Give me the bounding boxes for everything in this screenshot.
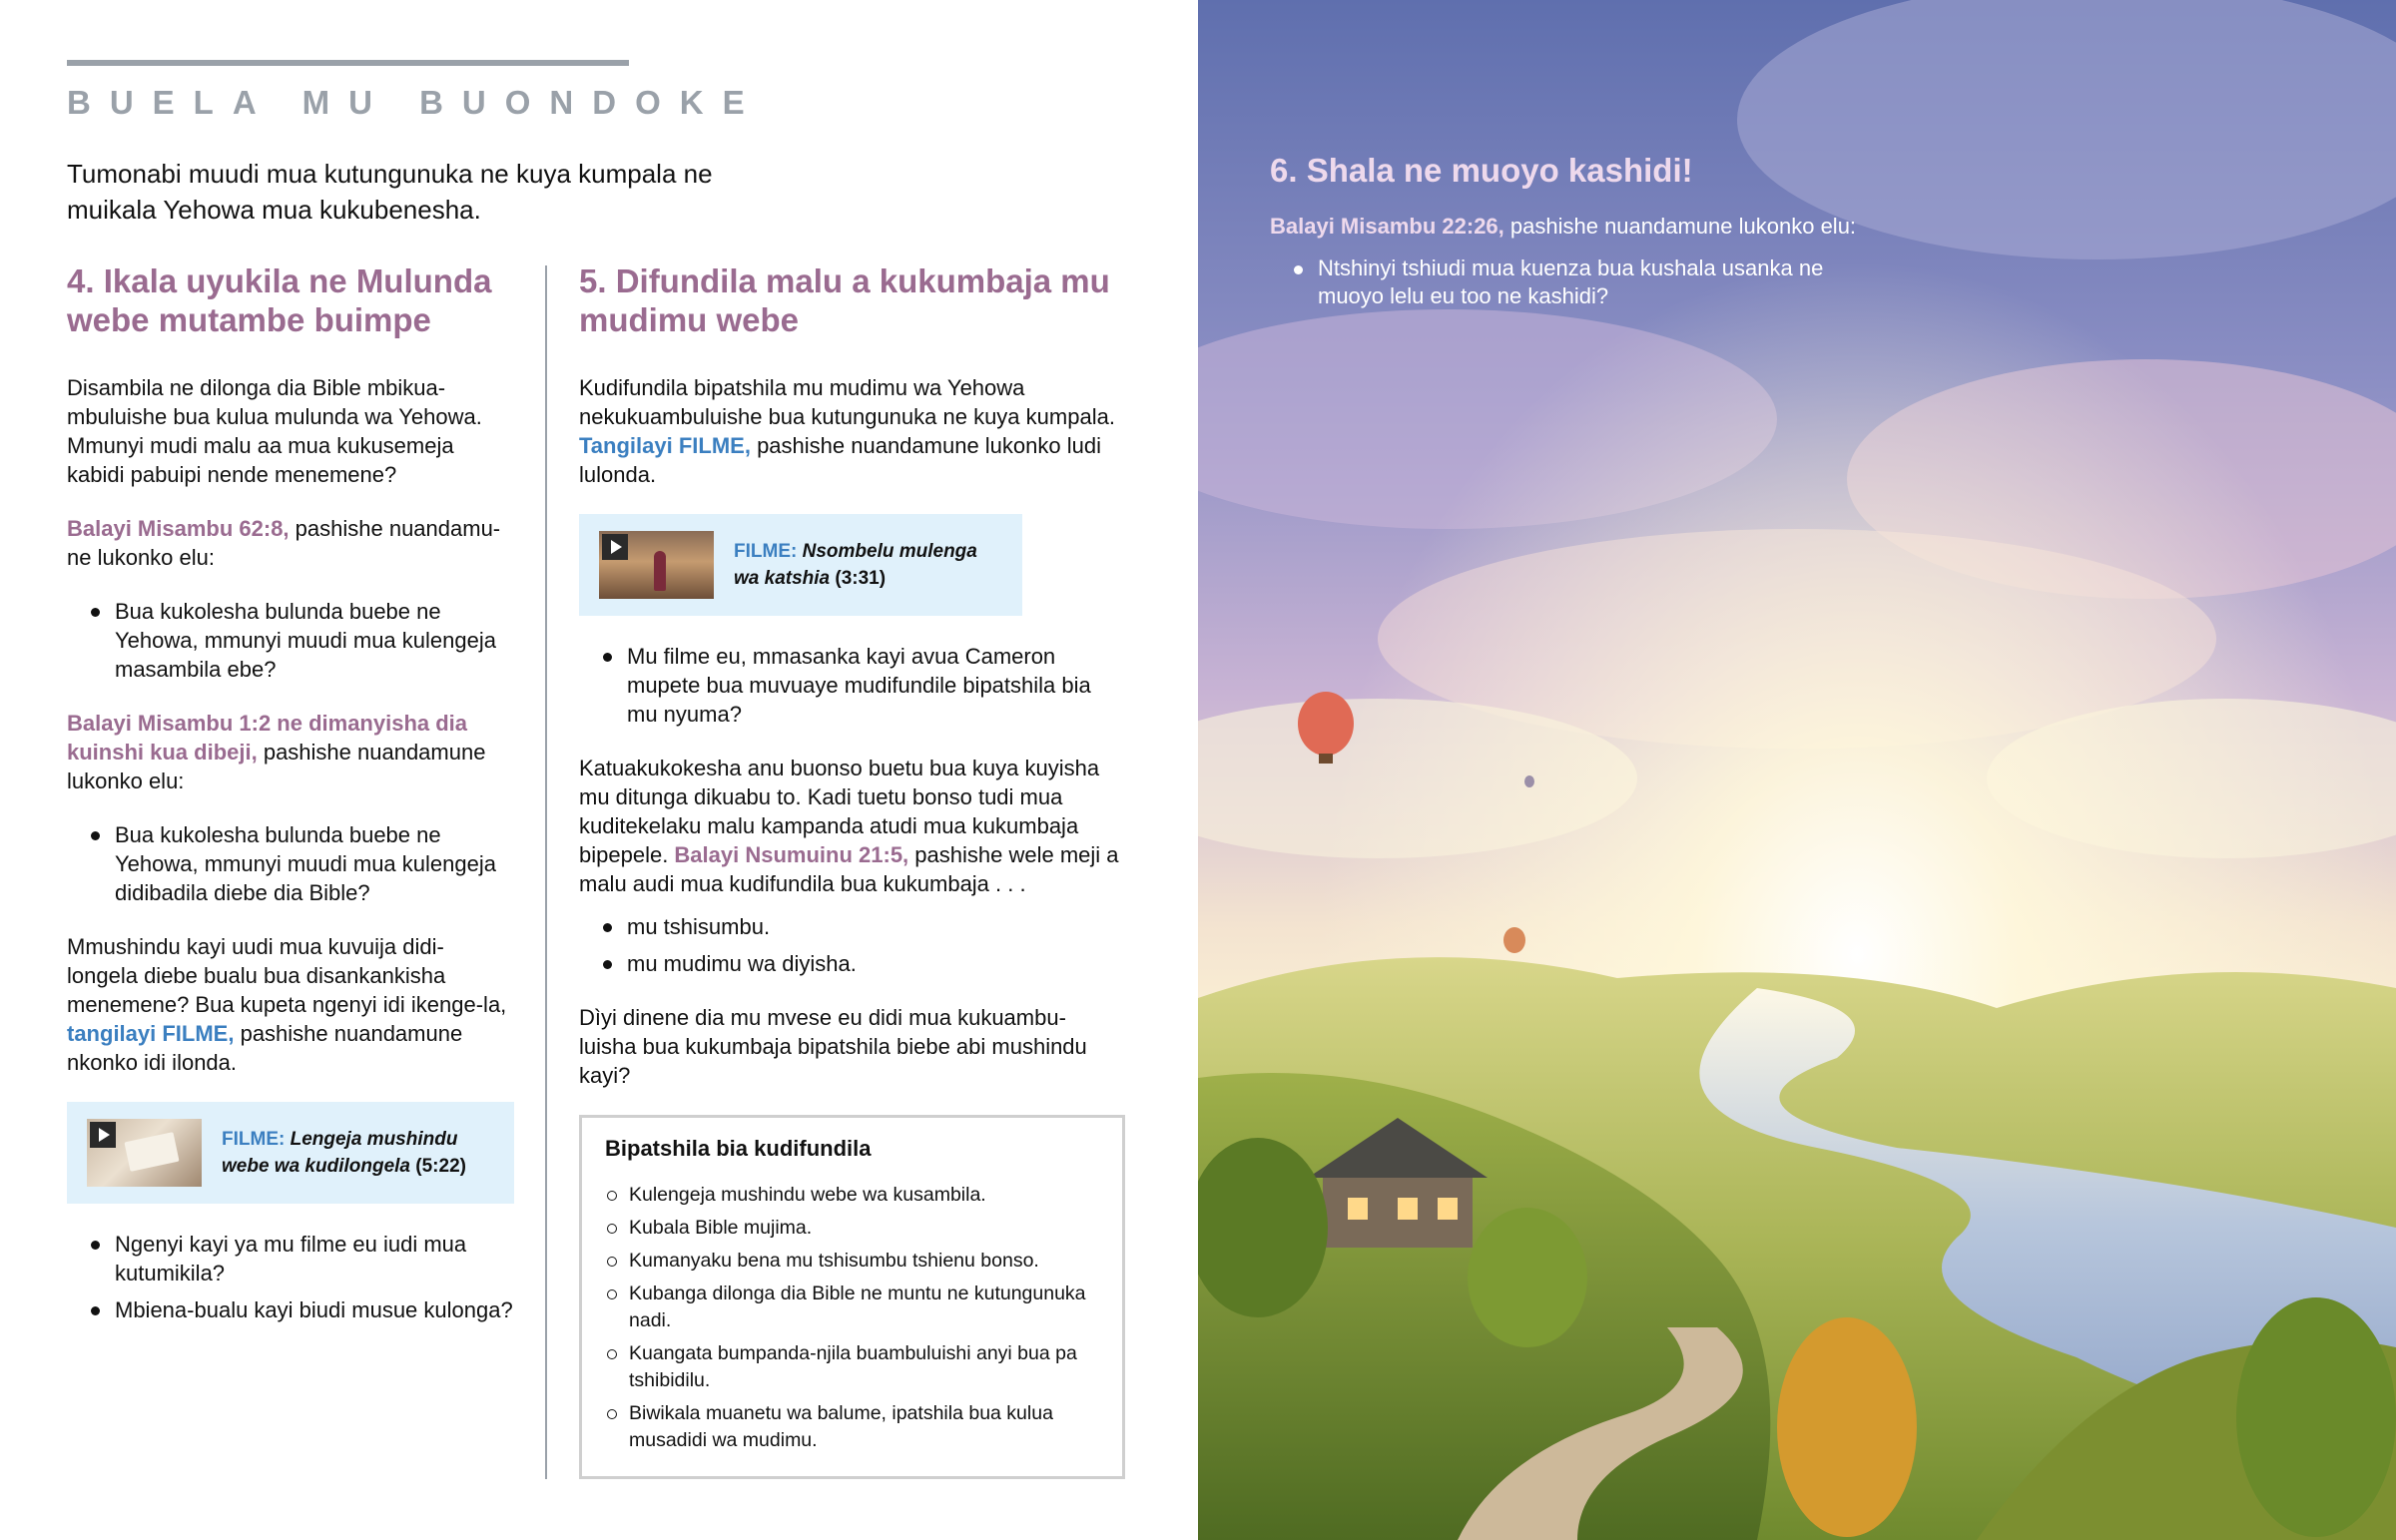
section-6-title: 6. Shala ne muoyo kashidi! <box>1270 152 1693 189</box>
page-intro: Tumonabi muudi mua kutungunuka ne kuya kumpala ne muikala Yehowa mua kukubenesha. <box>67 159 713 225</box>
list-item: Kumanyaku bena mu tshisumbu tshienu bonso. <box>605 1248 1100 1275</box>
section-5-title: 5. Difundila malu a kukumbaja mu mudimu webe <box>579 262 1110 338</box>
video-title: Nsombelu mulenga wa katshia <box>734 541 977 589</box>
right-page-illustration <box>1198 0 2396 1540</box>
reference-2-text: pashishe nuandamune lukonko elu: <box>67 740 486 793</box>
video-thumbnail[interactable] <box>599 531 714 599</box>
section-4-questions-3 <box>91 1230 514 1324</box>
section-5-paragraph-3: Dìyi dinene dia mu mvese eu didi mua kukuambu-luisha bua kukumbaja bipatshila biebe abi mushindu kayi? <box>579 1005 1087 1088</box>
list-item: Kubanga dilonga dia Bible ne muntu ne kutungunuka nadi. <box>605 1281 1100 1334</box>
goals-box <box>579 1115 1125 1479</box>
column-divider <box>545 265 547 1479</box>
goals-box-title: Bipatshila bia kudifundila <box>605 1136 872 1161</box>
list-item: Mu filme eu, mmasanka kayi avua Cameron mupete bua muvuaye mudifundile bipatshila bia mu nyuma? <box>603 642 1123 729</box>
paragraph-2-rest: pashishe nuandamune nkonko idi ilonda. <box>67 1021 463 1075</box>
section-5-goals-list <box>603 912 1123 978</box>
section-4-title: 4. Ikala uyukila ne Mulunda webe mutambe buimpe <box>67 262 492 338</box>
section-5-question-1 <box>603 642 1123 729</box>
scripture-link-psalm-62-8[interactable]: Balayi Misambu 62:8, <box>67 516 290 541</box>
goals-box-list <box>605 1182 1100 1454</box>
section-4 <box>67 261 514 1349</box>
watch-video-link[interactable]: tangilayi FILME, <box>67 1021 235 1046</box>
video-caption <box>734 538 1002 592</box>
paragraph-1-rest: pashishe nuandamune lukonko ludi lulonda. <box>579 433 1101 487</box>
list-item: Mbiena-bualu kayi biudi musue kulonga? <box>91 1295 514 1324</box>
scripture-link-psalm-1-2[interactable]: Balayi Misambu 1:2 ne dimanyisha dia kuinshi kua dibeji, <box>67 711 468 765</box>
video-title: Lengeja mushindu webe wa kudilongela <box>222 1129 458 1177</box>
video-thumbnail[interactable] <box>87 1119 202 1187</box>
video-card-study[interactable] <box>67 1102 514 1204</box>
top-rule <box>67 60 629 66</box>
reference-text: pashishe nuandamune lukonko elu: <box>1503 214 1857 239</box>
scripture-link-psalm-22-26[interactable]: Balayi Misambu 22:26, <box>1270 214 1504 239</box>
video-label: FILME: <box>222 1129 286 1150</box>
section-4-reference-1 <box>67 514 514 572</box>
list-item: mu mudimu wa diyisha. <box>603 949 1123 978</box>
video-label: FILME: <box>734 541 798 562</box>
section-4-reference-2 <box>67 709 514 795</box>
reference-1-text: pashishe nuandamu-ne lukonko elu: <box>67 516 501 570</box>
paragraph-1-text: Kudifundila bipatshila mu mudimu wa Yehowa nekukuambuluishe bua kutungunuka ne kuya kumpala. <box>579 375 1115 429</box>
video-duration: (5:22) <box>415 1156 466 1177</box>
list-item: Ntshinyi tshiudi mua kuenza bua kushala usanka ne muoyo lelu eu too ne kashidi? <box>1294 255 1853 310</box>
paragraph-2-text: Mmushindu kayi uudi mua kuvuija didi-longela diebe bualu bua disankankisha menemene? Bua kupeta ngenyi idi ikenge-la, <box>67 934 507 1017</box>
video-duration: (3:31) <box>835 568 887 589</box>
paragraph-2-rest: pashishe wele meji a malu audi mua kudifundila bua kukumbaja . . . <box>579 842 1119 896</box>
list-item: Ngenyi kayi ya mu filme eu iudi mua kutumikila? <box>91 1230 514 1287</box>
list-item: Kulengeja mushindu webe wa kusambila. <box>605 1182 1100 1209</box>
list-item: Bua kukolesha bulunda buebe ne Yehowa, mmunyi muudi mua kulengeja didibadila diebe dia Bible? <box>91 820 514 907</box>
paragraph-2-text: Katuakukokesha anu buonso buetu bua kuya kuyisha mu ditunga dikuabu to. Kadi tuetu bonso tudi mua kuditekelaku malu kampanda atudi mua kukumbaja bipepele. <box>579 756 1100 867</box>
scripture-link-proverbs-21-5[interactable]: Balayi Nsumuinu 21:5, <box>674 842 909 867</box>
list-item: Biwikala muanetu wa balume, ipatshila bua kulua musadidi wa mudimu. <box>605 1400 1100 1454</box>
list-item: Bua kukolesha bulunda buebe ne Yehowa, mmunyi muudi mua kulengeja masambila ebe? <box>91 597 514 684</box>
section-4-question-1 <box>91 597 514 684</box>
play-icon[interactable] <box>602 534 628 560</box>
section-6-reference <box>1270 212 1969 241</box>
section-5 <box>579 261 1123 1479</box>
page-kicker: BUELA MU BUONDOKE <box>67 84 764 121</box>
video-caption <box>222 1126 494 1180</box>
list-item: mu tshisumbu. <box>603 912 1123 941</box>
video-card-life[interactable] <box>579 514 1022 616</box>
section-4-paragraph-2 <box>67 932 514 1077</box>
list-item: Kuangata bumpanda-njila buambuluishi anyi bua pa tshibidilu. <box>605 1340 1100 1394</box>
section-5-paragraph-1 <box>579 373 1123 489</box>
list-item: Kubala Bible mujima. <box>605 1215 1100 1242</box>
section-6-question <box>1294 255 1969 310</box>
section-6 <box>1270 150 1969 310</box>
section-5-paragraph-2 <box>579 754 1123 898</box>
section-4-paragraph-1: Disambila ne dilonga dia Bible mbikua-mbuluishe bua kulua mulunda wa Yehowa. Mmunyi mudi malu aa mua kukusemeja kabidi pabuipi nende menemene? <box>67 375 482 487</box>
watch-video-link[interactable]: Tangilayi FILME, <box>579 433 751 458</box>
play-icon[interactable] <box>90 1122 116 1148</box>
section-4-question-2 <box>91 820 514 907</box>
